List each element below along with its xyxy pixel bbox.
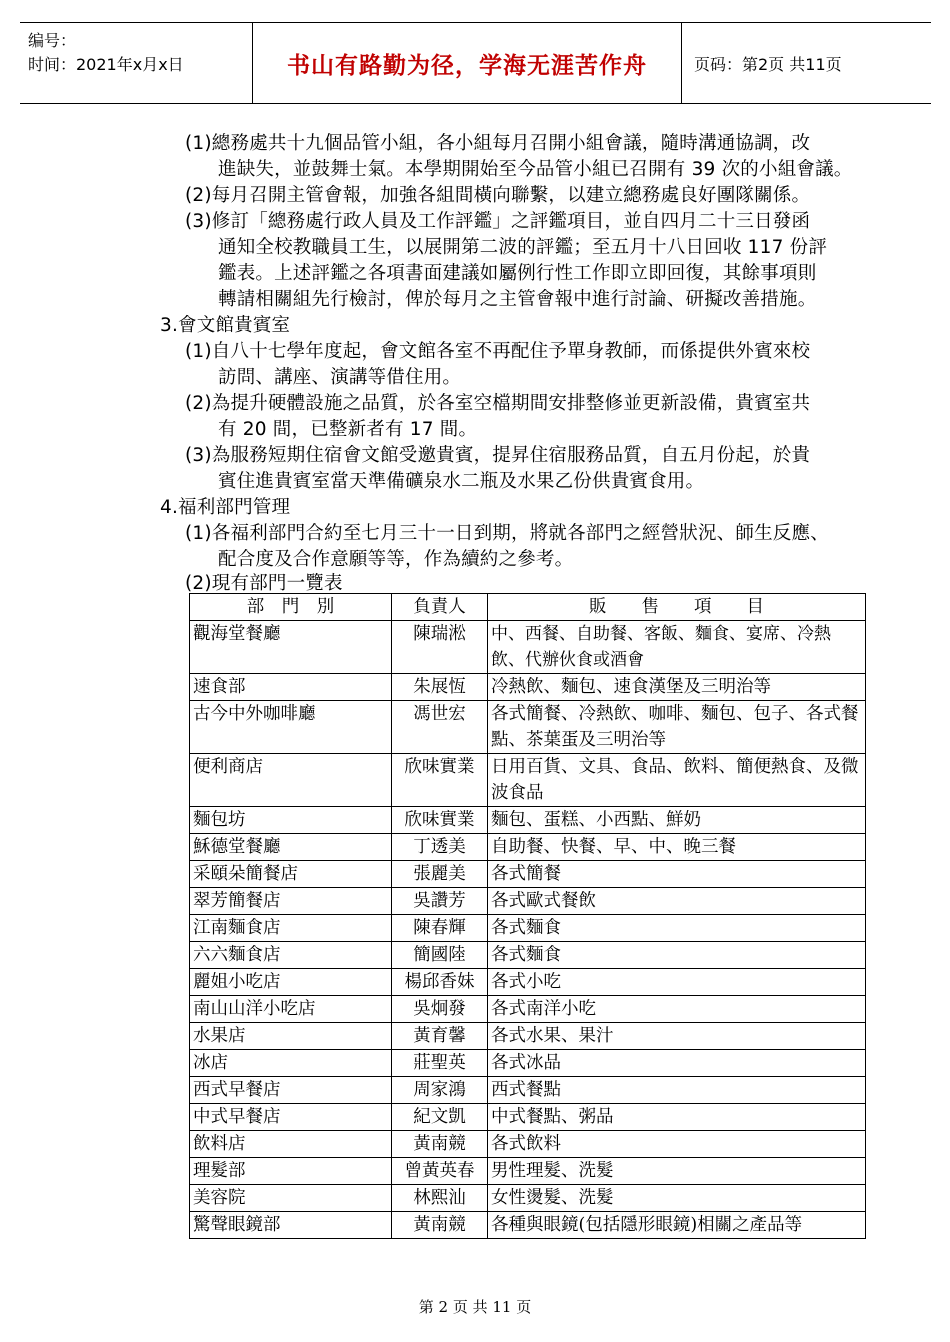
- table-row: [190, 834, 866, 861]
- cell-dept: 速食部: [190, 674, 392, 701]
- paragraph-line: (3)修訂「總務處行政人員及工作評鑑」之評鑑項目，並自四月二十三日發函: [185, 211, 811, 232]
- table-row: [190, 861, 866, 888]
- paragraph-line: 鑑表。上述評鑑之各項書面建議如屬例行性工作即立即回復，其餘事項則: [218, 263, 817, 284]
- cell-items: 各種與眼鏡(包括隱形眼鏡)相關之產品等: [488, 1212, 866, 1239]
- cell-dept: 理髮部: [190, 1158, 392, 1185]
- paragraph-line: (2)每月召開主管會報，加強各組間橫向聯繫，以建立總務處良好團隊關係。: [185, 185, 811, 206]
- cell-manager: 簡國陸: [392, 942, 488, 969]
- table-row: [190, 1050, 866, 1077]
- table-row: [190, 996, 866, 1023]
- cell-manager: 欣味實業: [392, 754, 488, 807]
- table-row: [190, 969, 866, 996]
- cell-dept: 南山山洋小吃店: [190, 996, 392, 1023]
- paragraph-line: 配合度及合作意願等等，作為續約之參考。: [218, 549, 574, 570]
- cell-items: 各式簡餐: [488, 861, 866, 888]
- cell-items: 男性理髮、洗髮: [488, 1158, 866, 1185]
- cell-manager: 黃育馨: [392, 1023, 488, 1050]
- cell-manager: 黃南競: [392, 1212, 488, 1239]
- table-row: [190, 807, 866, 834]
- page-header: [20, 22, 931, 104]
- cell-items: 各式麵食: [488, 942, 866, 969]
- paragraph-line: (1)自八十七學年度起，會文館各室不再配住予單身教師，而係提供外賓來校: [185, 341, 811, 362]
- page-footer: 第 2 页 共 11 页: [418, 1298, 532, 1316]
- paragraph-line: (2)為提升硬體設施之品質，於各室空檔期間安排整修並更新設備，貴賓室共: [185, 393, 811, 414]
- time-label: 时间：2021年x月x日: [28, 55, 184, 74]
- cell-items: 各式麵食: [488, 915, 866, 942]
- table-row: [190, 754, 866, 807]
- cell-dept: 麗姐小吃店: [190, 969, 392, 996]
- cell-manager: 周家鴻: [392, 1077, 488, 1104]
- cell-manager: 陳春輝: [392, 915, 488, 942]
- section-heading: 4.福利部門管理: [160, 497, 291, 518]
- cell-dept: 冰店: [190, 1050, 392, 1077]
- table-row: [190, 621, 866, 674]
- cell-items: 各式飲料: [488, 1131, 866, 1158]
- table-header-row: [190, 594, 866, 621]
- cell-dept: 觀海堂餐廳: [190, 621, 392, 674]
- cell-items: 日用百貨、文具、食品、飲料、簡便熱食、及微波食品: [488, 754, 866, 807]
- header-page-cell: [682, 23, 931, 103]
- section-heading: 3.會文館貴賓室: [160, 315, 291, 336]
- table-row: [190, 1212, 866, 1239]
- cell-dept: 水果店: [190, 1023, 392, 1050]
- cell-items: 各式小吃: [488, 969, 866, 996]
- paragraph-line: 訪問、講座、演講等借住用。: [218, 367, 462, 388]
- department-table: [189, 593, 866, 1239]
- table-body: [190, 621, 866, 1239]
- cell-manager: 紀文凱: [392, 1104, 488, 1131]
- table-row: [190, 1104, 866, 1131]
- cell-manager: 莊聖英: [392, 1050, 488, 1077]
- table-row: [190, 1131, 866, 1158]
- table-row: [190, 674, 866, 701]
- cell-items: 中、西餐、自助餐、客飯、麵食、宴席、冷熱飲、代辦伙食或酒會: [488, 621, 866, 674]
- cell-manager: 丁透美: [392, 834, 488, 861]
- table-row: [190, 1185, 866, 1212]
- header-meta: [20, 23, 252, 103]
- column-header-items: 販 售 項 目: [488, 594, 866, 621]
- cell-manager: 楊邱香妹: [392, 969, 488, 996]
- table-row: [190, 1023, 866, 1050]
- page-label: 页码：第2页 共11页: [694, 54, 842, 74]
- cell-dept: 六六麵食店: [190, 942, 392, 969]
- header-motto-cell: [252, 23, 682, 103]
- column-header-manager: 負責人: [392, 594, 488, 621]
- cell-dept: 飲料店: [190, 1131, 392, 1158]
- cell-dept: 采頤朵簡餐店: [190, 861, 392, 888]
- cell-dept: 翠芳簡餐店: [190, 888, 392, 915]
- cell-dept: 便利商店: [190, 754, 392, 807]
- cell-dept: 中式早餐店: [190, 1104, 392, 1131]
- paragraph-line: (3)為服務短期住宿會文館受邀貴賓，提昇住宿服務品質，自五月份起，於貴: [185, 445, 811, 466]
- table-row: [190, 701, 866, 754]
- cell-items: 冷熱飲、麵包、速食漢堡及三明治等: [488, 674, 866, 701]
- cell-manager: 馮世宏: [392, 701, 488, 754]
- cell-items: 西式餐點: [488, 1077, 866, 1104]
- cell-items: 各式南洋小吃: [488, 996, 866, 1023]
- table-row: [190, 915, 866, 942]
- cell-manager: 朱展恆: [392, 674, 488, 701]
- cell-dept: 美容院: [190, 1185, 392, 1212]
- cell-manager: 張麗美: [392, 861, 488, 888]
- paragraph-line: 進缺失，並鼓舞士氣。本學期開始至今品管小組已召開有 39 次的小組會議。: [218, 159, 853, 180]
- cell-manager: 黃南競: [392, 1131, 488, 1158]
- paragraph-line: 賓住進貴賓室當天準備礦泉水二瓶及水果乙份供貴賓食用。: [218, 471, 705, 492]
- cell-items: 自助餐、快餐、早、中、晚三餐: [488, 834, 866, 861]
- header-motto: 书山有路勤为径，学海无涯苦作舟: [287, 51, 647, 79]
- cell-items: 中式餐點、粥品: [488, 1104, 866, 1131]
- table-row: [190, 1158, 866, 1185]
- cell-manager: 吳讚芳: [392, 888, 488, 915]
- cell-manager: 欣味實業: [392, 807, 488, 834]
- cell-dept: 江南麵食店: [190, 915, 392, 942]
- cell-dept: 古今中外咖啡廳: [190, 701, 392, 754]
- cell-items: 各式簡餐、冷熱飲、咖啡、麵包、包子、各式餐點、茶葉蛋及三明治等: [488, 701, 866, 754]
- cell-items: 女性燙髮、洗髮: [488, 1185, 866, 1212]
- cell-manager: 林熙汕: [392, 1185, 488, 1212]
- table-caption: (2)現有部門一覽表: [185, 573, 343, 594]
- cell-items: 麵包、蛋糕、小西點、鮮奶: [488, 807, 866, 834]
- cell-items: 各式冰品: [488, 1050, 866, 1077]
- cell-manager: 陳瑞淞: [392, 621, 488, 674]
- paragraph-line: 通知全校教職員工生，以展開第二波的評鑑；至五月十八日回收 117 份評: [218, 237, 828, 258]
- cell-dept: 驚聲眼鏡部: [190, 1212, 392, 1239]
- cell-manager: 曾黃英春: [392, 1158, 488, 1185]
- cell-dept: 西式早餐店: [190, 1077, 392, 1104]
- table-row: [190, 888, 866, 915]
- cell-dept: 穌德堂餐廳: [190, 834, 392, 861]
- cell-dept: 麵包坊: [190, 807, 392, 834]
- number-label: 编号：: [28, 31, 77, 50]
- paragraph-line: 轉請相關組先行檢討，俾於每月之主管會報中進行討論、研擬改善措施。: [218, 289, 817, 310]
- table-row: [190, 942, 866, 969]
- paragraph-line: (1)總務處共十九個品管小組，各小組每月召開小組會議，隨時溝通協調，改: [185, 133, 811, 154]
- paragraph-line: (1)各福利部門合約至七月三十一日到期，將就各部門之經營狀況、師生反應、: [185, 523, 829, 544]
- cell-items: 各式歐式餐飲: [488, 888, 866, 915]
- cell-items: 各式水果、果汁: [488, 1023, 866, 1050]
- column-header-dept: 部 門 別: [190, 594, 392, 621]
- table-row: [190, 1077, 866, 1104]
- cell-manager: 吳炯發: [392, 996, 488, 1023]
- paragraph-line: 有 20 間，已整新者有 17 間。: [218, 419, 478, 440]
